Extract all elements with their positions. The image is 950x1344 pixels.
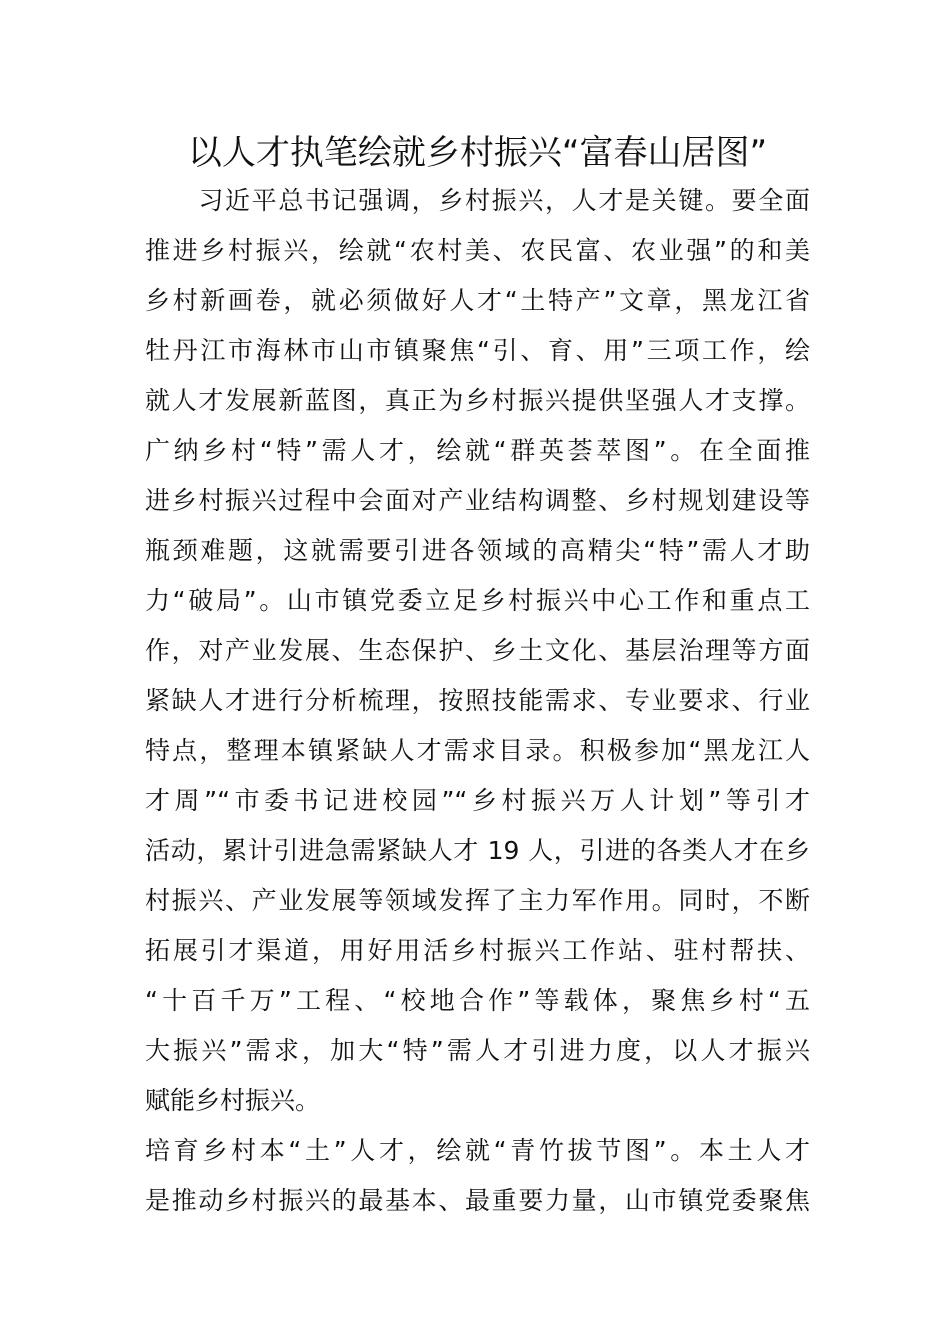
paragraph-line: 大振兴”需求，加大“特”需人才引进力度，以人才振兴	[145, 1036, 810, 1065]
paragraph-line: 推进乡村振兴，绘就“农村美、农民富、农业强”的和美	[145, 236, 810, 265]
paragraph-line: 瓶颈难题，这就需要引进各领域的高精尖“特”需人才助	[145, 536, 810, 565]
paragraph-line: 习近平总书记强调，乡村振兴，人才是关键。要全面	[145, 186, 810, 215]
paragraph-line: 作，对产业发展、生态保护、乡土文化、基层治理等方面	[145, 636, 810, 665]
paragraph-line: 力“破局”。山市镇党委立足乡村振兴中心工作和重点工	[145, 586, 810, 615]
paragraph-line: 乡村新画卷，就必须做好人才“土特产”文章，黑龙江省	[145, 286, 810, 315]
paragraph-line: 活动，累计引进急需紧缺人才 19 人，引进的各类人才在乡	[145, 836, 810, 865]
paragraph-line: 才周”“市委书记进校园”“乡村振兴万人计划”等引才	[145, 786, 810, 815]
paragraph-line: “十百千万”工程、“校地合作”等载体，聚焦乡村“五	[145, 986, 810, 1015]
paragraph-line: 进乡村振兴过程中会面对产业结构调整、乡村规划建设等	[145, 486, 810, 515]
paragraph-line: 是推动乡村振兴的最基本、最重要力量，山市镇党委聚焦	[145, 1186, 810, 1215]
paragraph-line: 村振兴、产业发展等领域发挥了主力军作用。同时，不断	[145, 886, 810, 915]
paragraph-line: 就人才发展新蓝图，真正为乡村振兴提供坚强人才支撑。	[145, 386, 810, 415]
paragraph-line: 广纳乡村“特”需人才，绘就“群英荟萃图”。在全面推	[145, 436, 810, 465]
paragraph-line: 拓展引才渠道，用好用活乡村振兴工作站、驻村帮扶、	[145, 936, 810, 965]
paragraph-line: 紧缺人才进行分析梳理，按照技能需求、专业要求、行业	[145, 686, 810, 715]
paragraph-line: 特点，整理本镇紧缺人才需求目录。积极参加“黑龙江人	[145, 736, 810, 765]
paragraph-line: 赋能乡村振兴。	[145, 1086, 321, 1115]
paragraph-line: 培育乡村本“土”人才，绘就“青竹拔节图”。本土人才	[145, 1136, 810, 1165]
paragraph-line: 牡丹江市海林市山市镇聚焦“引、育、用”三项工作，绘	[145, 336, 810, 365]
document-title: 以人才执笔绘就乡村振兴“富春山居图”	[187, 133, 768, 173]
